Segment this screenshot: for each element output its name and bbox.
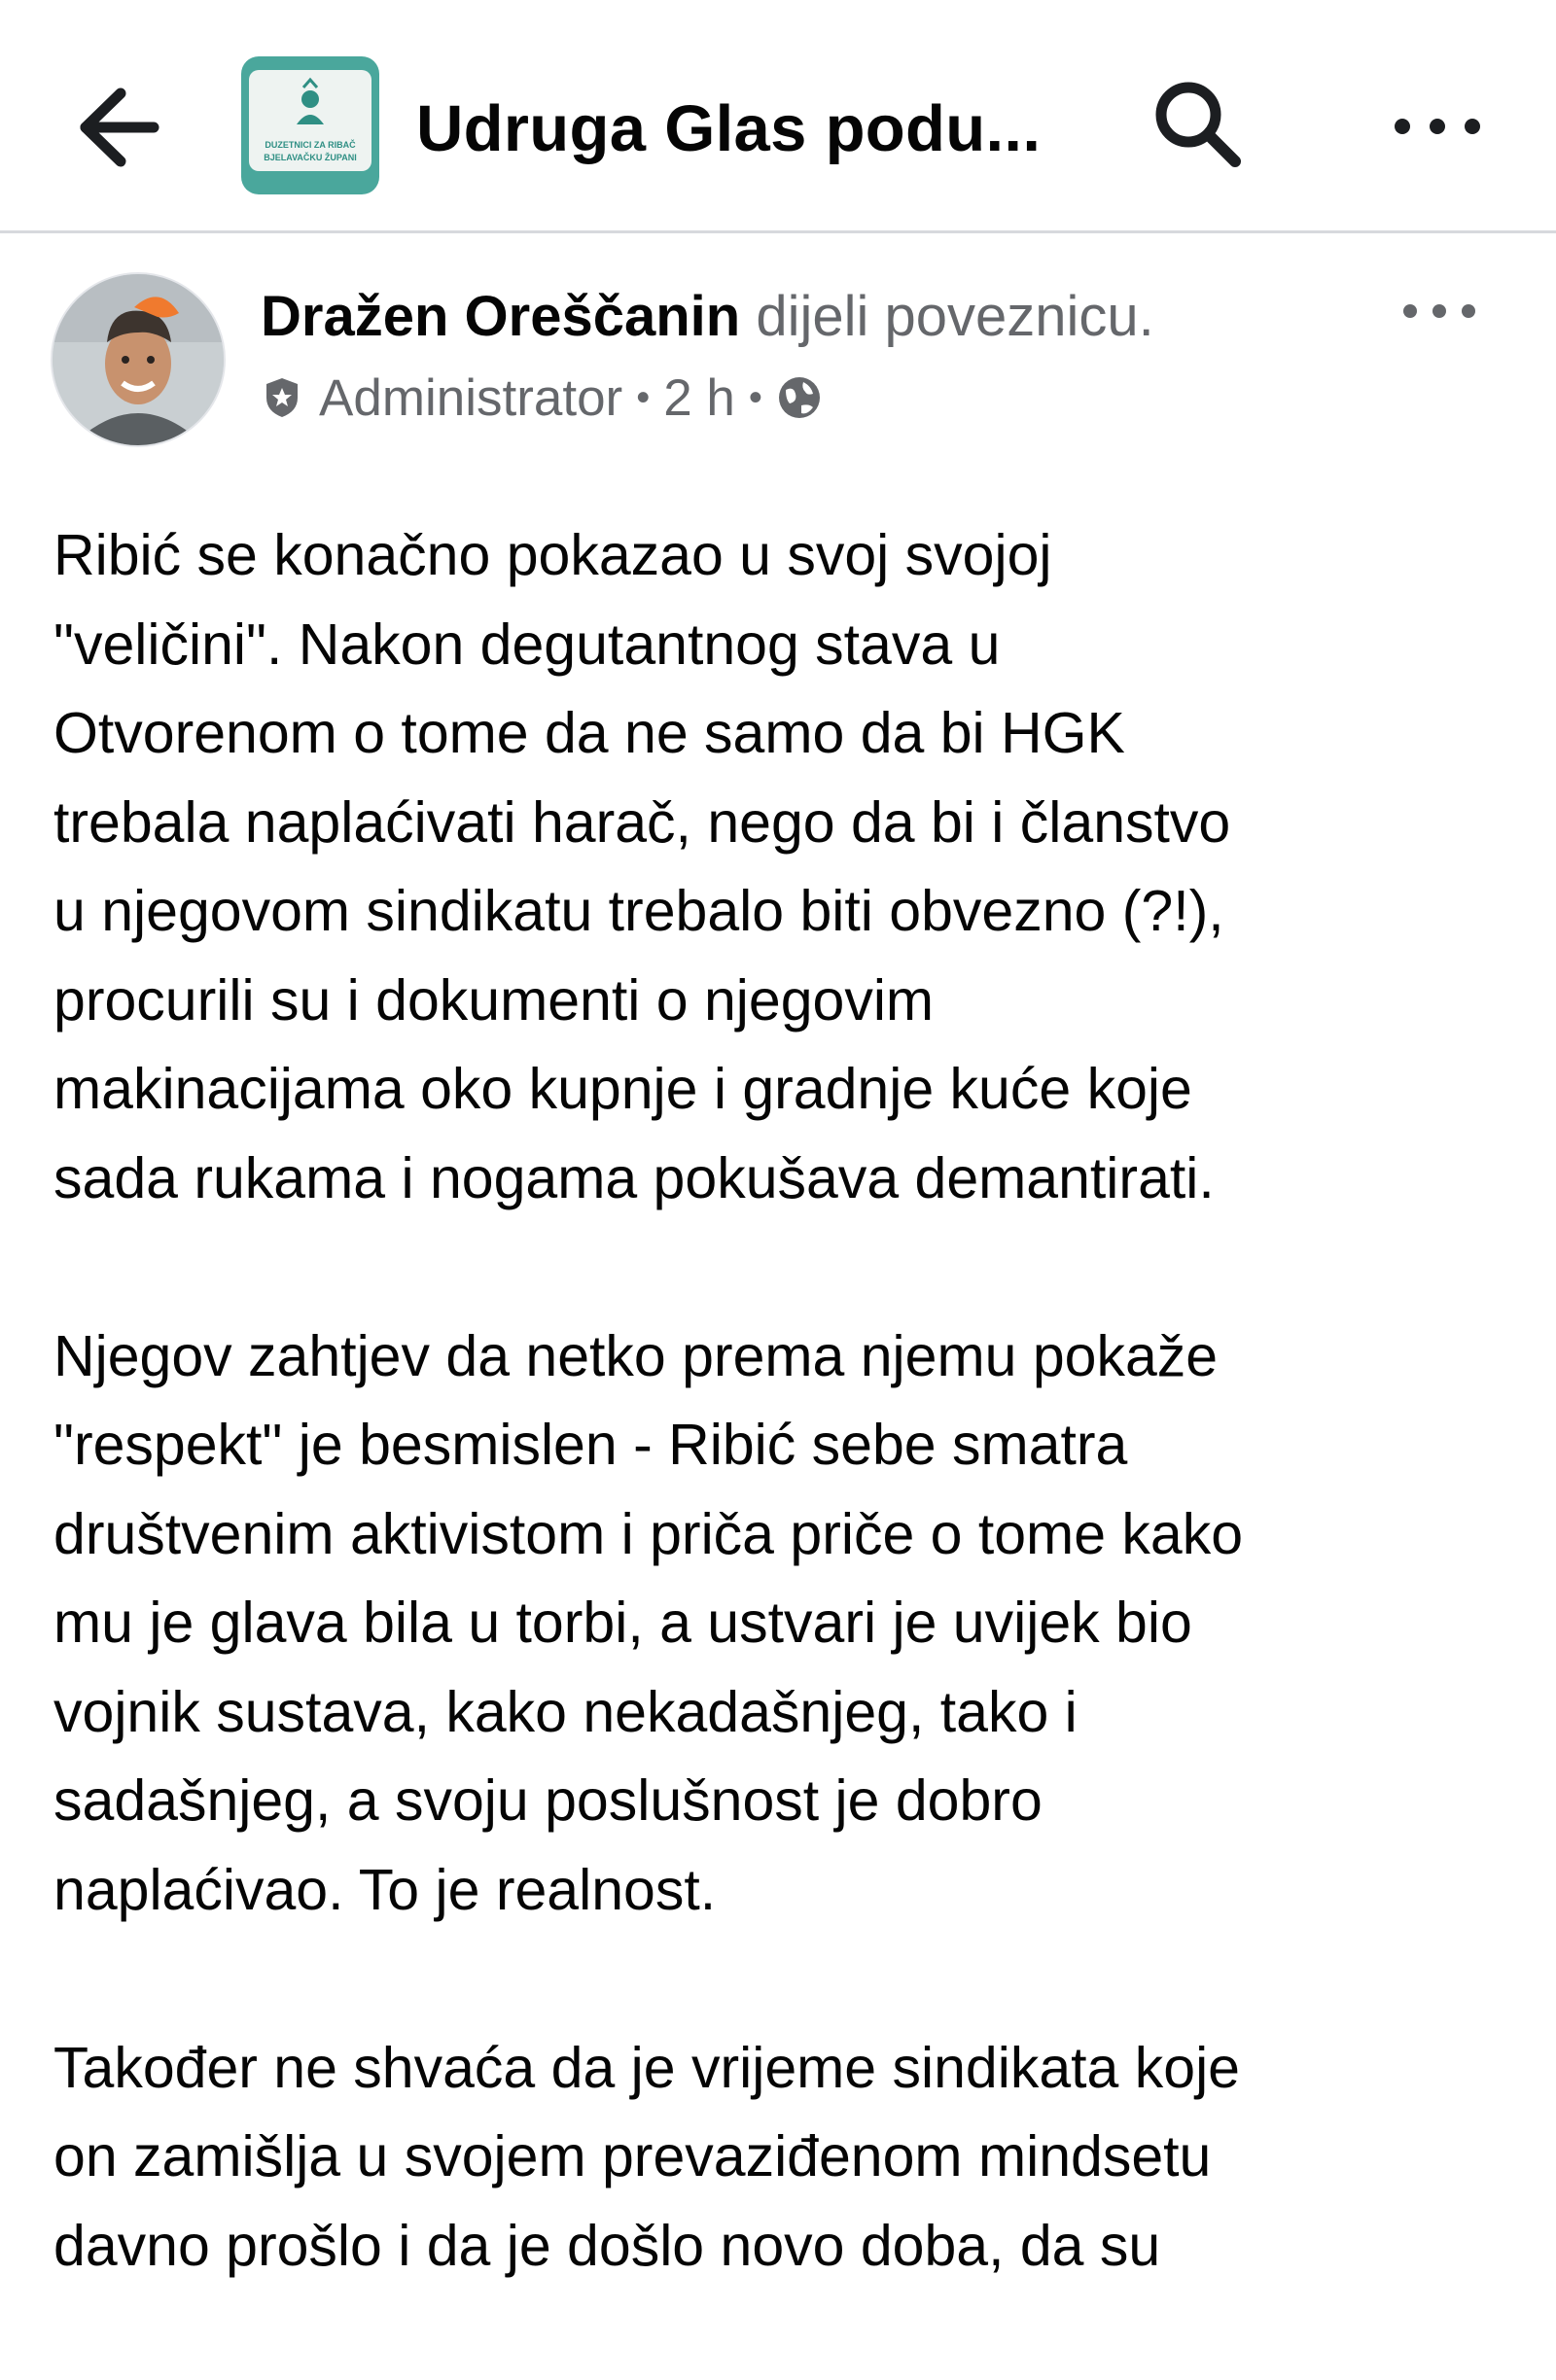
post-text-line: sada rukama i nogama pokušava demantirati.	[53, 1145, 1215, 1210]
post-time[interactable]: 2 h	[663, 368, 735, 427]
post-text-line: vojnik sustava, kako nekadašnjeg, tako i	[53, 1679, 1078, 1744]
post-text-line: Također ne shvaća da je vrijeme sindikata koje	[53, 2035, 1240, 2100]
post-text-line: naplaćivao. To je realnost.	[53, 1857, 717, 1922]
post-text-line: u njegovom sindikatu trebalo biti obvezno (?!),	[53, 879, 1224, 943]
back-arrow-icon[interactable]	[76, 86, 163, 169]
post-text-line: on zamišlja u svojem prevaziđenom mindsetu	[53, 2124, 1212, 2188]
post-text-line: društvenim aktivistom i priča priče o tome kako	[53, 1501, 1244, 1566]
post-more-options-icon[interactable]	[1400, 298, 1478, 325]
search-icon[interactable]	[1151, 78, 1245, 171]
post-text-line: trebala naplaćivati harač, nego da bi i članstvo	[53, 789, 1231, 855]
post-text-line: Njegov zahtjev da netko prema njemu pokaže	[53, 1323, 1219, 1388]
post-paragraph	[53, 511, 1532, 1223]
top-app-bar	[0, 0, 1556, 233]
post-paragraph	[53, 1312, 1532, 1936]
post-text-line: mu je glava bila u torbi, a ustvari je uvijek bio	[53, 1591, 1192, 1655]
post-text-line: sadašnjeg, a svoju poslušnost je dobro	[53, 1768, 1043, 1833]
post-text-line: "respekt" je besmislen - Ribić sebe smatra	[53, 1413, 1128, 1477]
meta-separator: •	[748, 375, 762, 419]
group-logo[interactable]	[241, 56, 379, 194]
post-text-line: Otvorenom o tome da ne samo da bi HGK	[53, 701, 1125, 765]
group-title[interactable]: Udruga Glas podu...	[416, 92, 1042, 165]
post-meta	[261, 368, 823, 428]
post-header	[261, 284, 1154, 349]
post-body	[53, 511, 1532, 2380]
post-action-text: dijeli poveznicu.	[756, 285, 1154, 348]
more-options-icon[interactable]	[1389, 109, 1486, 144]
author-role: Administrator	[319, 368, 623, 427]
admin-badge-icon	[261, 376, 303, 419]
post-text-line: procurili su i dokumenti o njegovim	[53, 967, 935, 1032]
meta-separator: •	[636, 375, 651, 419]
logo-text-line2: BJELAVAČKU ŽUPANI	[264, 153, 357, 162]
post-paragraph	[53, 2024, 1532, 2292]
public-globe-icon[interactable]	[776, 374, 823, 421]
post-text-line: "veličini". Nakon degutantnog stava u	[53, 612, 1001, 677]
author-name[interactable]: Dražen Oreščanin	[261, 285, 741, 348]
post-text-line: davno prošlo i da je došlo novo doba, da su	[53, 2213, 1161, 2278]
post-text-line: Ribić se konačno pokazao u svoj svojoj	[53, 523, 1052, 587]
logo-text-line1: DUZETNICI ZA RIBAČ	[265, 140, 356, 150]
author-avatar[interactable]	[51, 272, 226, 447]
post-text-line: makinacijama oko kupnje i gradnje kuće koje	[53, 1057, 1192, 1121]
